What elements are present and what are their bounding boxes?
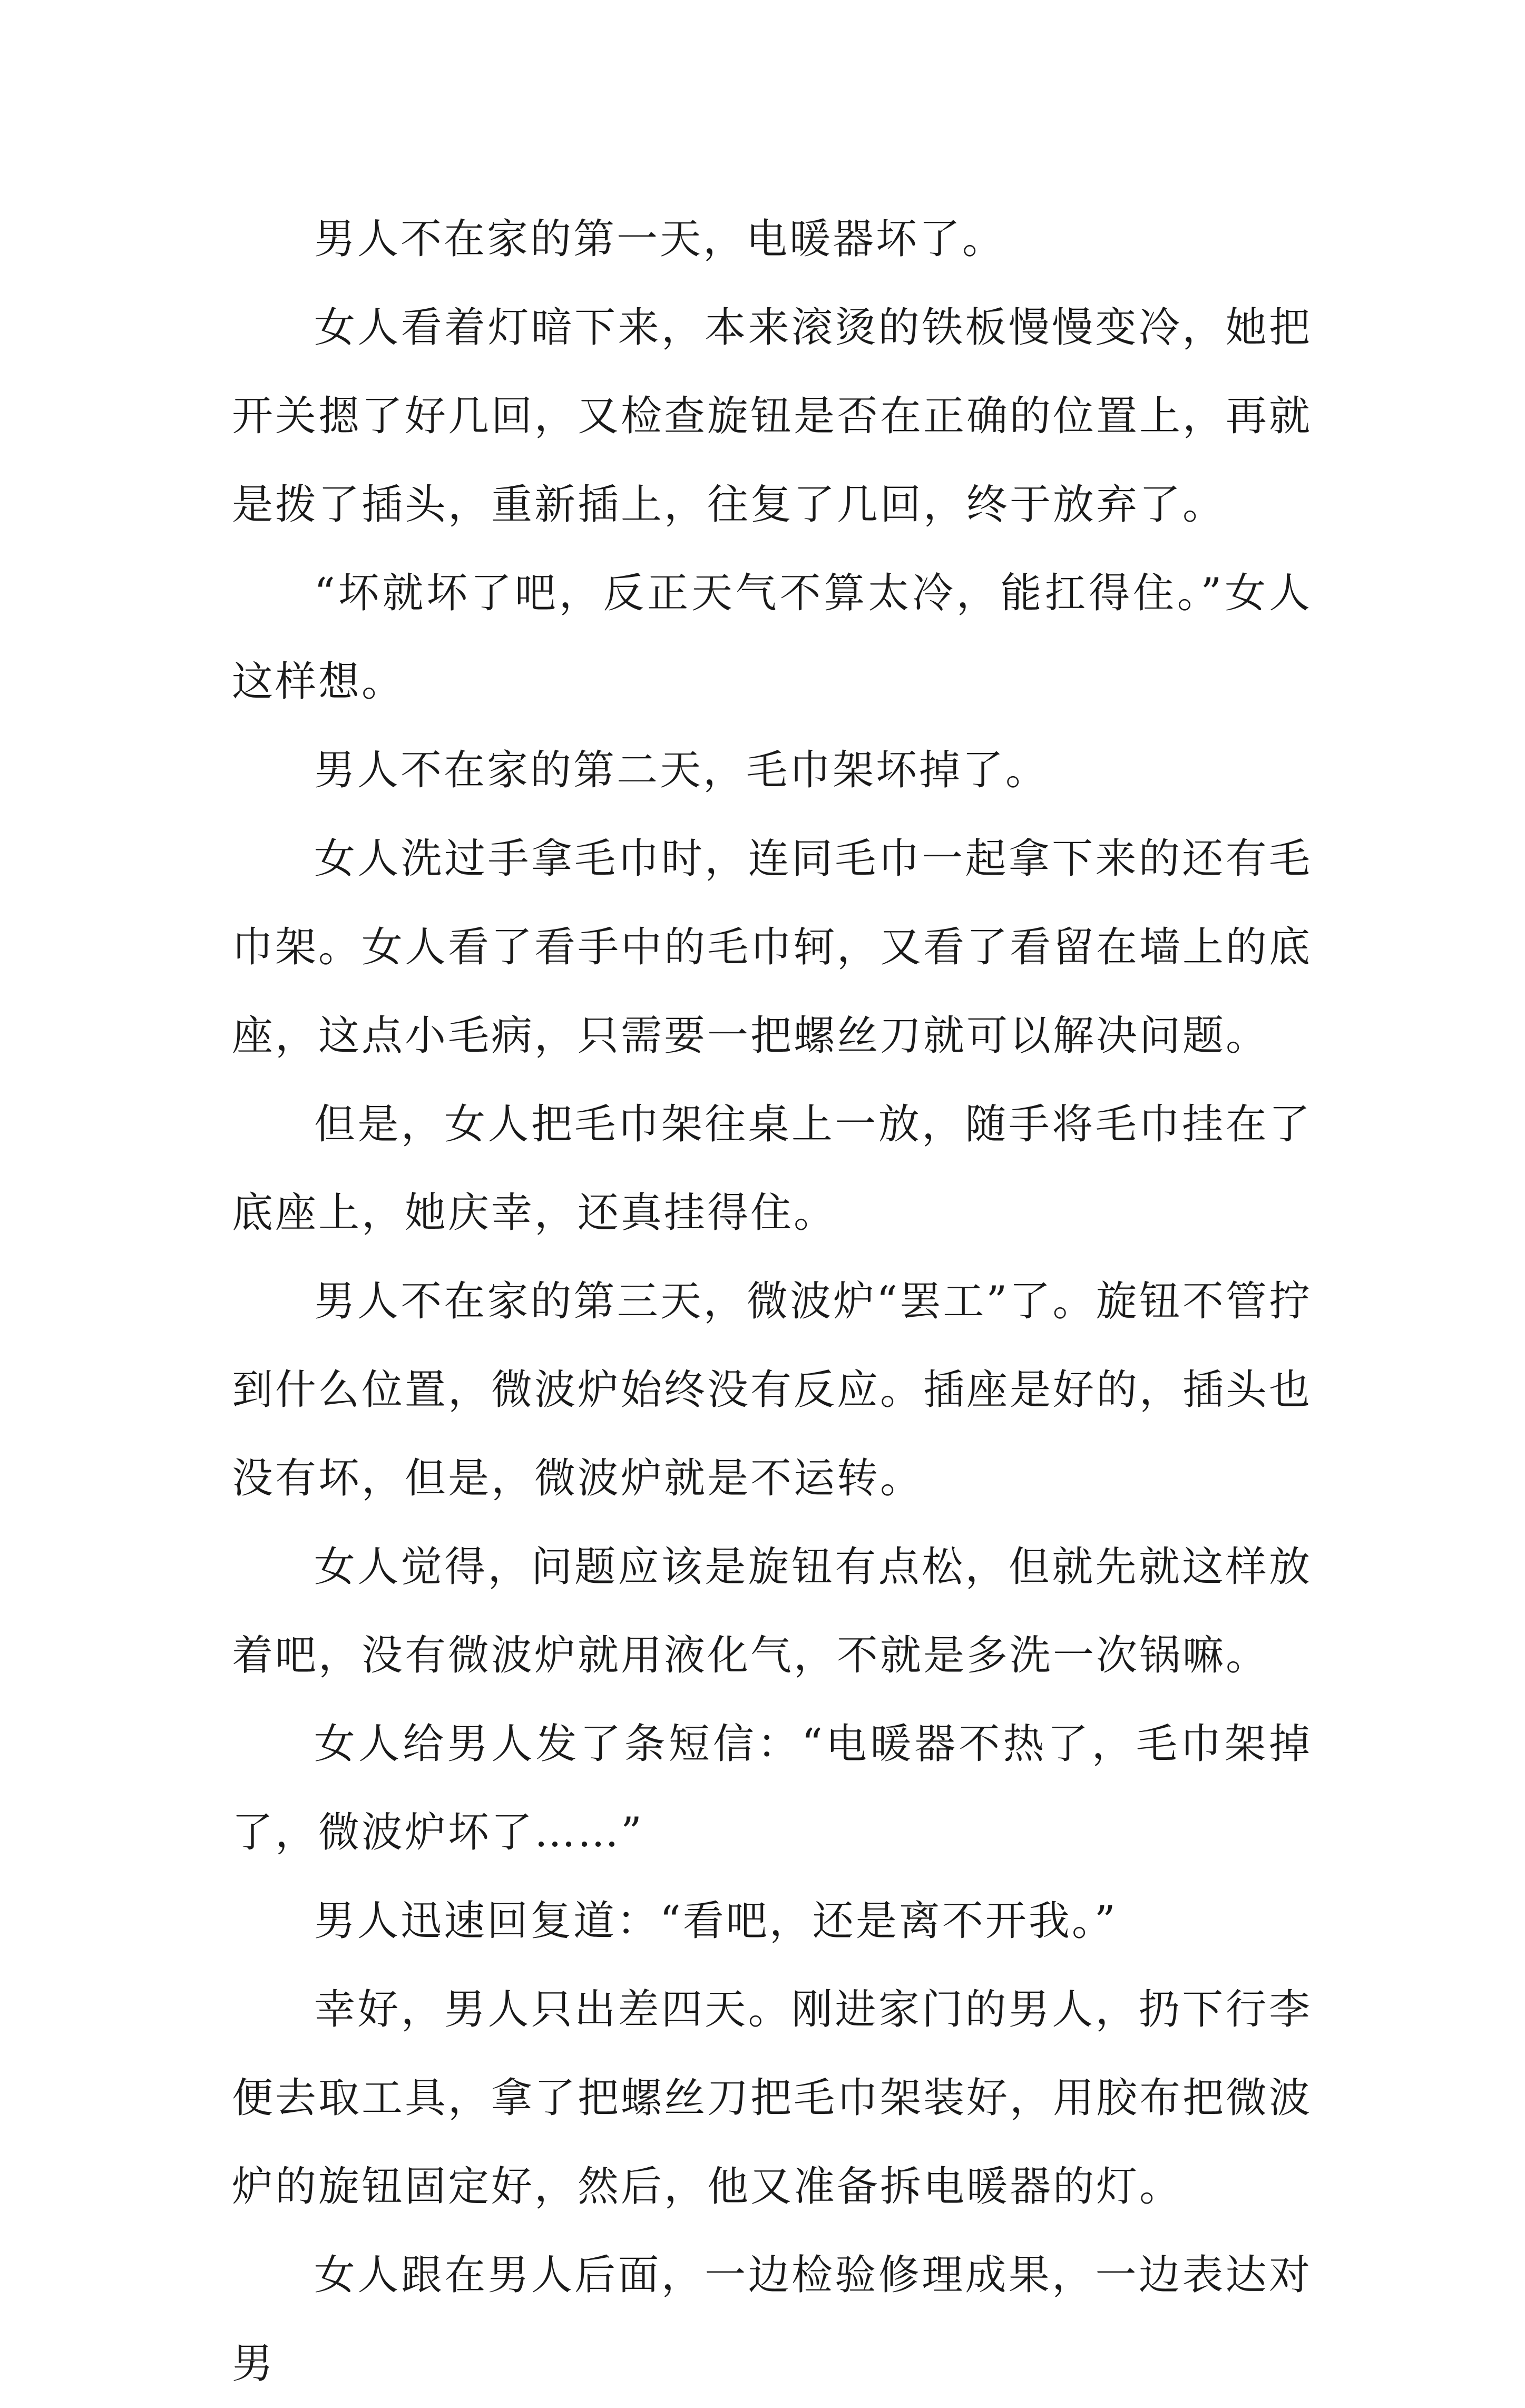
paragraph-1: 男人不在家的第一天，电暖器坏了。 <box>314 216 1006 263</box>
body-text <box>232 195 1312 2408</box>
paragraph-8: 女人觉得，问题应该是旋钮有点松，但就先就这样放着吧，没有微波炉就用液化气，不就是多洗一次锅嘛。 <box>232 1543 1312 1679</box>
paragraph-7: 男人不在家的第三天，微波炉“罢工”了。旋钮不管拧到什么位置，微波炉始终没有反应。插座是好的，插头也没有坏，但是，微波炉就是不运转。 <box>232 1278 1313 1502</box>
paragraph-10: 男人迅速回复道：“看吧，还是离不开我。” <box>314 1897 1118 1945</box>
paragraph-9: 女人给男人发了条短信：“电暖器不热了，毛巾架掉了，微波炉坏了……” <box>232 1720 1312 1856</box>
paragraph-3: “坏就坏了吧，反正天气不算太冷，能扛得住。”女人这样想。 <box>232 570 1312 706</box>
paragraph-11: 幸好，男人只出差四天。刚进家门的男人，扔下行李便去取工具，拿了把螺丝刀把毛巾架装好，用胶布把微波炉的旋钮固定好，然后，他又准备拆电暖器的灯。 <box>232 1986 1313 2210</box>
paragraph-12: 女人跟在男人后面，一边检验修理成果，一边表达对男 <box>232 2252 1312 2387</box>
paragraph-4: 男人不在家的第二天，毛巾架坏掉了。 <box>314 747 1049 794</box>
paragraph-5: 女人洗过手拿毛巾时，连同毛巾一起拿下来的还有毛巾架。女人看了看手中的毛巾轲，又看了看留在墙上的底座，这点小毛病，只需要一把螺丝刀就可以解决问题。 <box>232 835 1313 1060</box>
paragraph-6: 但是，女人把毛巾架往桌上一放，随手将毛巾挂在了底座上，她庆幸，还真挂得住。 <box>232 1101 1312 1237</box>
paragraph-2: 女人看着灯暗下来，本来滚烫的铁板慢慢变冷，她把开关摁了好几回，又检查旋钮是否在正确的位置上，再就是拨了插头，重新插上，往复了几回，终于放弃了。 <box>232 304 1313 528</box>
